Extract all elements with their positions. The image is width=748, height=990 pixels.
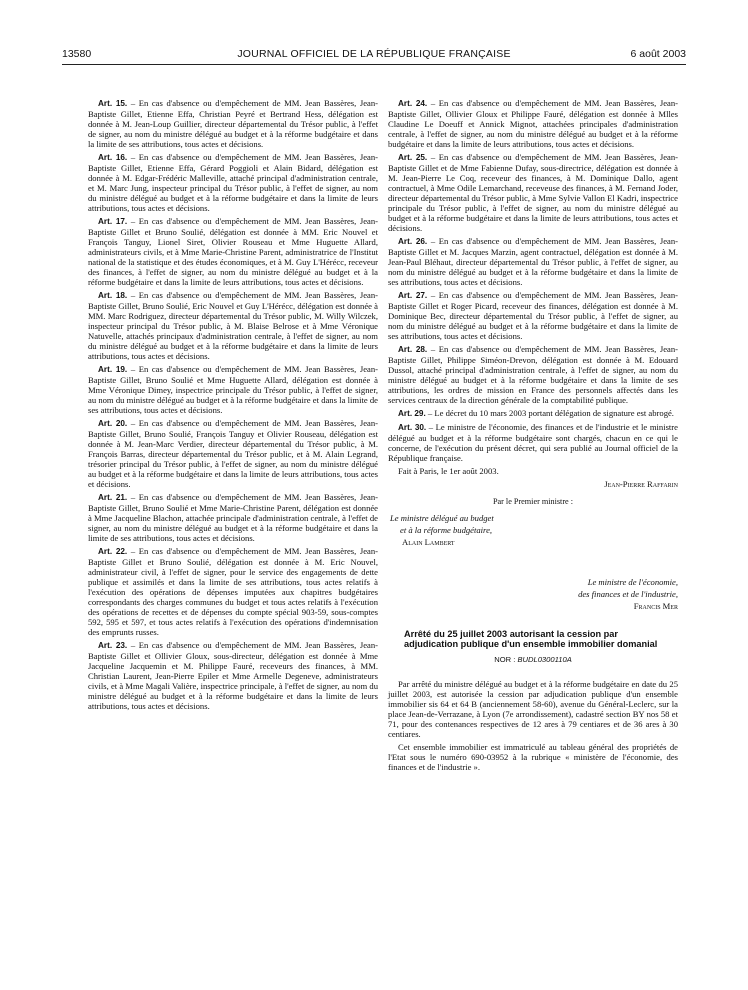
- left-column: [88, 98, 378, 714]
- article-label: Art. 23.: [98, 641, 128, 650]
- ministre-delegue-title-2: et à la réforme budgétaire,: [400, 525, 493, 535]
- article-label: Art. 17.: [98, 217, 128, 226]
- article-label: Art. 28.: [398, 345, 428, 354]
- article-text: – En cas d'absence ou d'empêchement de MM. Jean Bassères, Jean-Baptiste Gillet, Bruno Soulié, François Tanguy et Olivier Rouseau, délégation est donnée à M. Jean-Marc Verdier, directeur départemental du Trésor public, à M. François Barras, directeur départemental du Trésor public, et à M. Alain Legrand, trésorier principal du Trésor public, à l'effet de signer, au nom du ministre délégué au budget et à la réforme budgétaire et dans la limite de leurs attributions, tous actes et décisions.: [88, 418, 378, 489]
- article-label: Art. 26.: [398, 237, 428, 246]
- article-22: [88, 546, 378, 637]
- premier-ministre-name: Jean-Pierre Raffarin: [604, 479, 678, 489]
- article-text: – En cas d'absence ou d'empêchement de MM. Jean Bassères, Jean-Baptiste Gillet, Bruno Soulié et Mme Huguette Allard, délégation est donnée à Mme Véronique Dimey, inspectrice principale du Trésor public, à l'effet de signer, au nom du ministre délégué au budget et à la réforme budgétaire et dans la limite de ses attributions, tous actes et décisions.: [88, 364, 378, 415]
- article-26: [388, 236, 678, 287]
- article-16: [88, 152, 378, 213]
- ministre-delegue-name: Alain Lambert: [402, 537, 455, 547]
- article-label: Art. 27.: [398, 291, 428, 300]
- article-27: [388, 290, 678, 341]
- par-le-premier-ministre: Par le Premier ministre :: [492, 497, 574, 506]
- article-text: – En cas d'absence ou d'empêchement de MM. Jean Bassères, Jean-Baptiste Gillet et Ollivier Gloux, sous-directeur, délégation est donnée à Mme Jacqueline Jacquemin et M. Philippe Fauré, receveurs des finances, à MM. Christian Laurent, Jean-Pierre Epiler et Mme Armelle Degeneve, administrateurs civils, et à Mme Magali Valière, inspectrice principale, à l'effet de signer, au nom du ministre délégué au budget et à la réforme budgétaire et dans la limite de leurs attributions, tous actes et décisions.: [88, 640, 378, 711]
- article-label: Art. 24.: [398, 99, 428, 108]
- article-label: Art. 22.: [98, 547, 128, 556]
- fait-a-paris: Fait à Paris, le 1er août 2003.: [398, 466, 499, 476]
- article-text: – En cas d'absence ou d'empêchement de MM. Jean Bassères, Jean-Baptiste Gillet, Bruno Soulié, Eric Nouvel et Guy L'Hérécc, délégation est donnée à MM. Marc Rodriguez, directeur départemental du Trésor public, M. Willy Wilczek, inspecteur principal du Trésor public, à M. Blaise Belrose et à Mme Véronique Natuvelle, attachés principaux d'administration centrale, à l'effet de signer, au nom du ministre délégué au budget et à la réforme budgétaire et dans la limite de leurs attributions, tous actes et décisions.: [88, 290, 378, 361]
- right-column: [388, 98, 678, 775]
- arrete-title: Arrêté du 25 juillet 2003 autorisant la cession par adjudication publique d'un ensemble immobilier domanial: [404, 629, 658, 650]
- article-19: [88, 364, 378, 415]
- article-text: – En cas d'absence ou d'empêchement de MM. Jean Bassères, Jean-Baptiste Gillet et Bruno Soulié, délégation est donnée à MM. Eric Nouvel et François Tanguy, Lionel Siret, Olivier Rouseau et Mme Huguette Allard, administrateurs civils, et à Mme Marie-Christine Parent, administratrice de l'Institut national de la statistique et des études économiques, et à M. Guy L'Hérécc, receveur des finances, à l'effet de signer, au nom du ministre délégué au budget et à la réforme budgétaire et dans la limite de leurs attributions, tous actes et décisions.: [88, 216, 378, 287]
- nor-reference: [388, 655, 678, 665]
- article-text: – Le ministre de l'économie, des finances et de l'industrie et le ministre délégué au budget et à la réforme budgétaire sont chargés, chacun en ce qui le concerne, de l'exécution du présent décret, qui sera publié au Journal officiel de la République française.: [388, 422, 678, 463]
- header-rule: [62, 64, 686, 65]
- arrete-paragraph: Cet ensemble immobilier est immatriculé au tableau général des propriétés de l'Etat sous le numéro 690-03952 à la rubrique « ministère de l'économie, des finances et de l'industrie ».: [388, 742, 678, 773]
- article-label: Art. 29.: [398, 409, 426, 418]
- nor-label: NOR :: [494, 655, 516, 665]
- article-text: – En cas d'absence ou d'empêchement de MM. Jean Bassères, Jean-Baptiste Gillet, Etienne Effa, Gérard Poggioli et Alain Bidard, délégation est donnée à M. Edgar-Frédéric Malleville, attaché principal d'administration centrale, et M. Marc Jung, inspecteur principal du Trésor public, à l'effet de signer, au nom du ministre délégué au budget et à la réforme budgétaire et dans la limite de leurs attributions, tous actes et décisions.: [88, 152, 378, 213]
- article-label: Art. 16.: [98, 153, 128, 162]
- article-text: – En cas d'absence ou d'empêchement de MM. Jean Bassères, Jean-Baptiste Gillet, Etienne Effa, Christian Peyré et Bertrand Hess, délégation est donnée à M. Jean-Loup Guillier, directeur départemental du Trésor public, à l'effet de signer, au nom du ministre délégué au budget et à la réforme budgétaire et dans la limite de ses attributions, tous actes et décisions.: [88, 98, 378, 149]
- ministre-delegue-title-1: Le ministre délégué au budget: [390, 513, 494, 523]
- arrete-paragraph: Par arrêté du ministre délégué au budget et à la réforme budgétaire en date du 25 juillet 2003, est autorisée la cession par adjudication publique d'un ensemble immobilier sis 64 et 64 B (anciennement 58-60), avenue du Général-Leclerc, sur la place Jean-de-Verrazane, à Lyon (7e arrondissement), cadastré section BY nos 58 et 71, pour des contenances respectives de 12 ares à 79 centiares et de 36 ares à 30 centiares.: [388, 679, 678, 740]
- article-text: – En cas d'absence ou d'empêchement de MM. Jean Bassères, Jean-Baptiste Gillet, Bruno Soulié et Mme Marie-Christine Parent, délégation est donnée à Mme Jacqueline Blachon, attachée principale d'administration centrale, à l'effet de signer, au nom du ministre délégué au budget et à la réforme budgétaire et dans la limite de ses attributions, tous actes et décisions.: [88, 492, 378, 543]
- article-18: [88, 290, 378, 361]
- article-text: – En cas d'absence ou d'empêchement de MM. Jean Bassères, Jean-Baptiste Gillet, Ollivier Gloux et Philippe Fauré, délégation est donnée à Mlles Claudine Le Doeuff et Annick Mignot, attachées principales d'administration centrale, à l'effet de signer, au nom du ministre délégué au budget et à la réforme budgétaire et dans la limite de leurs attributions, tous actes et décisions.: [388, 98, 678, 149]
- article-label: Art. 15.: [98, 99, 128, 108]
- article-17: [88, 216, 378, 287]
- article-label: Art. 20.: [98, 419, 128, 428]
- issue-date: 6 août 2003: [630, 48, 686, 60]
- article-label: Art. 19.: [98, 365, 128, 374]
- article-text: – En cas d'absence ou d'empêchement de MM. Jean Bassères, Jean-Baptiste Gillet et de Mme Fabienne Dufay, sous-directrice, délégation est donnée à M. Jean-Pierre Le Coq, receveur des finances, à M. Dominique Dallo, agent contractuel, à Mme Odile Lemarchand, receveuse des finances, à M. Fernand Joder, directeur départemental du Trésor public, à Mme Sylvie Vallon El Kadri, inspectrice principale du Trésor public, à l'effet de signer, au nom du ministre délégué au budget et à la réforme budgétaire et dans la limite de leurs attributions, tous actes et décisions.: [388, 152, 678, 233]
- page-number: 13580: [62, 48, 92, 60]
- article-text: – En cas d'absence ou d'empêchement de MM. Jean Bassères, Jean-Baptiste Gillet, Philippe Siméon-Drevon, délégation est donnée à M. Edouard Dussol, attaché principal d'administration centrale, à l'effet de signer, au nom du ministre délégué au budget et à la réforme budgétaire et dans la limite de ses attributions, les ordres de mission en France des personnels affectés dans les services centraux de la direction générale de la comptabilité publique.: [388, 344, 678, 405]
- article-label: Art. 25.: [398, 153, 428, 162]
- article-label: Art. 18.: [98, 291, 128, 300]
- page-header: [62, 48, 686, 64]
- article-label: Art. 21.: [98, 493, 128, 502]
- article-23: [88, 640, 378, 711]
- article-text: – En cas d'absence ou d'empêchement de MM. Jean Bassères, Jean-Baptiste Gillet et Bruno Soulié, délégation est donnée à M. Eric Nouvel, administrateur civil, à l'effet de signer, pour le service des engagements de dette publique et assimilés et dans la limite de ses attributions, tous actes relatifs à l'exécution des opérations de dépenses imputées aux chapitres budgétaires correspondants des charges communes du budget et tous actes relatifs à l'exécution des opérations de recettes et de dépenses du compte spécial 903-59, sous-comptes 592, 595 et 597, et tous actes relatifs à l'exécution des opérations d'indemnisation des emprunts russes.: [88, 546, 378, 637]
- journal-title: JOURNAL OFFICIEL DE LA RÉPUBLIQUE FRANÇAISE: [237, 48, 511, 60]
- ministre-eco-name: Francis Mer: [633, 601, 678, 611]
- article-24: [388, 98, 678, 149]
- article-20: [88, 418, 378, 489]
- article-15: [88, 98, 378, 149]
- nor-code: BUDL0300110A: [517, 655, 572, 665]
- article-25: [388, 152, 678, 233]
- ministre-eco-title-1: Le ministre de l'économie,: [587, 577, 678, 587]
- article-21: [88, 492, 378, 543]
- article-text: – En cas d'absence ou d'empêchement de MM. Jean Bassères, Jean-Baptiste Gillet et M. Jacques Marzin, agent contractuel, délégation est donnée à M. Jean-Paul Bléhaut, directeur départemental du Trésor public, à l'effet de signer, au nom du ministre délégué au budget et à la réforme budgétaire et dans la limite de ses attributions, tous actes et décisions.: [388, 236, 678, 287]
- article-29: [388, 408, 678, 419]
- ministre-eco-title-2: des finances et de l'industrie,: [578, 589, 678, 599]
- article-30: [388, 422, 678, 463]
- article-28: [388, 344, 678, 405]
- article-text: – En cas d'absence ou d'empêchement de MM. Jean Bassères, Jean-Baptiste Gillet et Roger Picard, receveur des finances, délégation est donnée à M. Dominique Bec, directeur départemental du Trésor public, à l'effet de signer, au nom du ministre délégué au budget et à la réforme budgétaire et dans la limite de ses attributions, tous actes et décisions.: [388, 290, 678, 341]
- article-label: Art. 30.: [398, 423, 427, 432]
- article-text: – Le décret du 10 mars 2003 portant délégation de signature est abrogé.: [427, 408, 674, 418]
